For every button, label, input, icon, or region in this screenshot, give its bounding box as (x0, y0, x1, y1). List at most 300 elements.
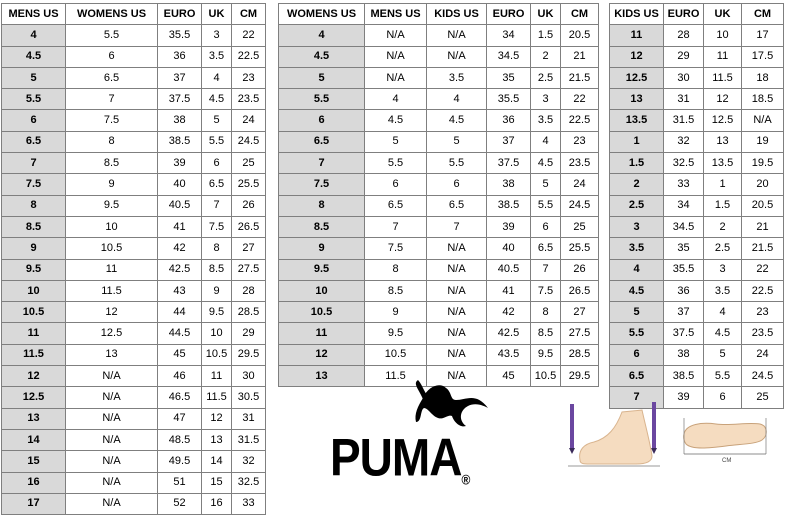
kids-header-row (610, 4, 784, 25)
womens-table-cell: 9 (279, 238, 365, 259)
kids-table-cell: 13.5 (704, 153, 742, 174)
table-row (2, 387, 266, 408)
womens-table-cell: 21 (561, 46, 599, 67)
mens-table-cell: 6.5 (66, 67, 158, 88)
womens-table-cell: 5 (531, 174, 561, 195)
womens-table-cell: 8.5 (531, 323, 561, 344)
mens-table-cell: 28.5 (232, 302, 266, 323)
mens-table-cell: 29.5 (232, 344, 266, 365)
womens-table-cell: 26.5 (561, 280, 599, 301)
kids-table-cell: 3.5 (610, 238, 664, 259)
womens-table-cell: 4 (279, 25, 365, 46)
kids-header-cell: CM (742, 4, 784, 25)
kids-table-cell: 4 (610, 259, 664, 280)
womens-table-cell: 24.5 (561, 195, 599, 216)
womens-table-cell: 40.5 (487, 259, 531, 280)
mens-table-cell: 31 (232, 408, 266, 429)
table-row (279, 89, 599, 110)
kids-table-cell: 2 (610, 174, 664, 195)
womens-header-row (279, 4, 599, 25)
kids-table-cell: 12 (704, 89, 742, 110)
womens-table-cell: 5.5 (279, 89, 365, 110)
womens-table-cell: 23 (561, 131, 599, 152)
table-row (279, 25, 599, 46)
kids-table-cell: 31 (664, 89, 704, 110)
mens-table-cell: 4 (2, 25, 66, 46)
mens-table-cell: 23 (232, 67, 266, 88)
mens-table-cell: 7.5 (66, 110, 158, 131)
womens-table-cell: N/A (427, 302, 487, 323)
mens-header-cell: WOMENS US (66, 4, 158, 25)
mens-table-cell: 13 (66, 344, 158, 365)
table-row (2, 67, 266, 88)
womens-table-cell: 21.5 (561, 67, 599, 88)
table-row (2, 25, 266, 46)
womens-table-cell: 20.5 (561, 25, 599, 46)
kids-table-cell: 7 (610, 387, 664, 408)
kids-table-cell: 35.5 (664, 259, 704, 280)
womens-table-cell: 22 (561, 89, 599, 110)
womens-table-cell: 4.5 (531, 153, 561, 174)
kids-table-cell: 6 (610, 344, 664, 365)
womens-table-cell: 9.5 (531, 344, 561, 365)
table-row (279, 216, 599, 237)
table-row (279, 153, 599, 174)
womens-table-cell: 5 (365, 131, 427, 152)
kids-table-cell: 18.5 (742, 89, 784, 110)
womens-table-cell: N/A (427, 366, 487, 387)
womens-table-cell: 37 (487, 131, 531, 152)
womens-table-cell: 26 (561, 259, 599, 280)
mens-table-cell: 15 (202, 472, 232, 493)
table-row (2, 46, 266, 67)
kids-table-cell: 4 (704, 302, 742, 323)
womens-table-cell: 7 (279, 153, 365, 174)
womens-size-table (278, 3, 599, 387)
womens-table-cell: 6.5 (531, 238, 561, 259)
womens-header-cell: KIDS US (427, 4, 487, 25)
kids-table-cell: 5 (610, 302, 664, 323)
mens-table-cell: 5.5 (202, 131, 232, 152)
womens-table-cell: 7 (531, 259, 561, 280)
table-row (2, 238, 266, 259)
table-row (2, 344, 266, 365)
mens-table-cell: 40 (158, 174, 202, 195)
kids-table-cell: 28 (664, 25, 704, 46)
table-row (610, 195, 784, 216)
mens-table-cell: 3.5 (202, 46, 232, 67)
mens-table-cell: 25 (232, 153, 266, 174)
mens-table-cell: 25.5 (232, 174, 266, 195)
kids-table-cell: 11.5 (704, 67, 742, 88)
womens-table-cell: 25 (561, 216, 599, 237)
mens-table-cell: 44.5 (158, 323, 202, 344)
mens-table-cell: 7 (2, 153, 66, 174)
womens-table-cell: 10 (279, 280, 365, 301)
womens-table-cell: 35 (487, 67, 531, 88)
mens-table-cell: 32 (232, 451, 266, 472)
mens-table-cell: 38 (158, 110, 202, 131)
kids-table-body (610, 25, 784, 408)
womens-header-cell: CM (561, 4, 599, 25)
mens-table-cell: 29 (232, 323, 266, 344)
table-row (279, 67, 599, 88)
womens-table-cell: 6.5 (427, 195, 487, 216)
mens-table-cell: N/A (66, 366, 158, 387)
womens-table-cell: 4.5 (279, 46, 365, 67)
kids-table-cell: 3 (704, 259, 742, 280)
mens-table-cell: 22.5 (232, 46, 266, 67)
mens-table-cell: 15 (2, 451, 66, 472)
womens-table-cell: 42.5 (487, 323, 531, 344)
kids-table-cell: 34 (664, 195, 704, 216)
womens-table-cell: 7.5 (279, 174, 365, 195)
kids-table-cell: 22 (742, 259, 784, 280)
kids-header-cell: EURO (664, 4, 704, 25)
mens-table-cell: 28 (232, 280, 266, 301)
mens-table-cell: 26.5 (232, 216, 266, 237)
kids-table-cell: 13 (610, 89, 664, 110)
womens-table-cell: 2.5 (531, 67, 561, 88)
womens-table-cell: N/A (427, 259, 487, 280)
table-row (610, 153, 784, 174)
womens-table-cell: 3.5 (427, 67, 487, 88)
table-row (610, 110, 784, 131)
mens-table-cell: 5.5 (2, 89, 66, 110)
mens-table-cell: 5 (2, 67, 66, 88)
kids-table-cell: 17.5 (742, 46, 784, 67)
mens-table-cell: 48.5 (158, 429, 202, 450)
womens-table-cell: 25.5 (561, 238, 599, 259)
kids-table-cell: 10 (704, 25, 742, 46)
kids-header-cell: UK (704, 4, 742, 25)
mens-table-cell: 9.5 (66, 195, 158, 216)
mens-table-cell: 12.5 (66, 323, 158, 344)
mens-table-cell: N/A (66, 451, 158, 472)
mens-table-cell: 16 (202, 493, 232, 514)
mens-table-cell: 9.5 (2, 259, 66, 280)
mens-table-cell: 17 (2, 493, 66, 514)
table-row (279, 280, 599, 301)
mens-table-cell: 6 (66, 46, 158, 67)
table-row (279, 238, 599, 259)
table-row (2, 429, 266, 450)
kids-table-cell: 12 (610, 46, 664, 67)
mens-table-cell: 7.5 (2, 174, 66, 195)
kids-table-cell: 29 (664, 46, 704, 67)
womens-table-cell: 11.5 (365, 366, 427, 387)
kids-table-cell: 39 (664, 387, 704, 408)
mens-table-cell: 10 (2, 280, 66, 301)
mens-table-cell: 10.5 (2, 302, 66, 323)
mens-table-cell: 42.5 (158, 259, 202, 280)
mens-table-cell: 27.5 (232, 259, 266, 280)
mens-table-cell: 35.5 (158, 25, 202, 46)
kids-table-cell: 22.5 (742, 280, 784, 301)
mens-table-body (2, 25, 266, 515)
table-row (610, 216, 784, 237)
womens-table-cell: N/A (365, 46, 427, 67)
kids-table-cell: 24.5 (742, 366, 784, 387)
kids-table-cell: 38 (664, 344, 704, 365)
mens-table-cell: N/A (66, 429, 158, 450)
mens-table-cell: 8 (66, 131, 158, 152)
kids-table-cell: 13 (704, 131, 742, 152)
womens-header-cell: MENS US (365, 4, 427, 25)
kids-table-cell: 33 (664, 174, 704, 195)
mens-table-cell: 7.5 (202, 216, 232, 237)
table-row (610, 131, 784, 152)
kids-table-cell: 20.5 (742, 195, 784, 216)
mens-table-cell: 47 (158, 408, 202, 429)
mens-size-table (1, 3, 266, 515)
kids-table-cell: 20 (742, 174, 784, 195)
table-row (610, 280, 784, 301)
womens-table-cell: N/A (427, 280, 487, 301)
mens-table-cell: 4 (202, 67, 232, 88)
mens-table-cell: 11 (2, 323, 66, 344)
kids-table-cell: 23.5 (742, 323, 784, 344)
womens-table-cell: 8.5 (279, 216, 365, 237)
kids-table-cell: 6 (704, 387, 742, 408)
mens-table-cell: 4.5 (2, 46, 66, 67)
womens-table-cell: N/A (365, 67, 427, 88)
womens-table-cell: 5 (279, 67, 365, 88)
mens-table-cell: 30.5 (232, 387, 266, 408)
mens-table-cell: 9 (2, 238, 66, 259)
mens-table-cell: 3 (202, 25, 232, 46)
table-row (610, 46, 784, 67)
foot-length-measure-icon (566, 398, 662, 470)
table-row (279, 131, 599, 152)
womens-table-cell: 7 (427, 216, 487, 237)
womens-table-cell: 40 (487, 238, 531, 259)
kids-table-cell: 31.5 (664, 110, 704, 131)
mens-table-cell: 38.5 (158, 131, 202, 152)
womens-table-cell: 41 (487, 280, 531, 301)
kids-table-cell: 1 (704, 174, 742, 195)
womens-table-cell: 5.5 (531, 195, 561, 216)
table-row (279, 344, 599, 365)
womens-table-cell: 42 (487, 302, 531, 323)
womens-table-cell: 22.5 (561, 110, 599, 131)
kids-table-cell: 24 (742, 344, 784, 365)
table-row (610, 174, 784, 195)
table-row (610, 25, 784, 46)
table-row (2, 302, 266, 323)
mens-table-cell: 9.5 (202, 302, 232, 323)
table-row (2, 280, 266, 301)
womens-table-cell: N/A (427, 25, 487, 46)
table-row (2, 216, 266, 237)
mens-table-cell: 9 (202, 280, 232, 301)
puma-wordmark: PUMA (330, 427, 462, 487)
kids-table-cell: 3.5 (704, 280, 742, 301)
mens-table-cell: 24 (232, 110, 266, 131)
kids-table-cell: 32.5 (664, 153, 704, 174)
table-row (2, 89, 266, 110)
mens-table-cell: 39 (158, 153, 202, 174)
mens-table-cell: N/A (66, 408, 158, 429)
kids-size-table (609, 3, 784, 409)
mens-table-cell: 41 (158, 216, 202, 237)
womens-table-cell: 10.5 (365, 344, 427, 365)
table-row (2, 493, 266, 514)
table-row (2, 174, 266, 195)
womens-table-cell: 1.5 (531, 25, 561, 46)
mens-table-cell: 9 (66, 174, 158, 195)
mens-table-cell: N/A (66, 387, 158, 408)
mens-table-cell: 46 (158, 366, 202, 387)
kids-table-cell: 23 (742, 302, 784, 323)
womens-table-cell: N/A (365, 25, 427, 46)
kids-table-cell: 37.5 (664, 323, 704, 344)
table-row (279, 110, 599, 131)
table-row (610, 323, 784, 344)
mens-table-cell: 7 (202, 195, 232, 216)
womens-table-cell: 24 (561, 174, 599, 195)
kids-table-cell: 13.5 (610, 110, 664, 131)
mens-table-cell: 14 (2, 429, 66, 450)
mens-table-cell: 11.5 (202, 387, 232, 408)
kids-table-cell: 5.5 (704, 366, 742, 387)
womens-table-cell: 6 (279, 110, 365, 131)
womens-table-cell: 13 (279, 366, 365, 387)
table-row (2, 323, 266, 344)
womens-table-cell: 34 (487, 25, 531, 46)
womens-header-cell: UK (531, 4, 561, 25)
kids-table-cell: 6.5 (610, 366, 664, 387)
measure-label: CM (722, 458, 732, 464)
mens-table-cell: 11.5 (2, 344, 66, 365)
kids-table-cell: N/A (742, 110, 784, 131)
womens-table-cell: 38 (487, 174, 531, 195)
mens-table-cell: 10.5 (202, 344, 232, 365)
womens-table-cell: 4.5 (427, 110, 487, 131)
mens-table-cell: 10 (66, 216, 158, 237)
table-row (610, 89, 784, 110)
womens-table-cell: 38.5 (487, 195, 531, 216)
mens-table-cell: 6 (2, 110, 66, 131)
kids-table-cell: 1 (610, 131, 664, 152)
mens-table-cell: 8.5 (202, 259, 232, 280)
womens-table-cell: 6 (531, 216, 561, 237)
mens-table-cell: 26 (232, 195, 266, 216)
table-row (279, 323, 599, 344)
table-row (279, 259, 599, 280)
womens-table-cell: N/A (427, 344, 487, 365)
womens-table-cell: 10.5 (279, 302, 365, 323)
mens-table-cell: 12 (202, 408, 232, 429)
mens-table-cell: 33 (232, 493, 266, 514)
mens-table-cell: 13 (2, 408, 66, 429)
mens-table-cell: 36 (158, 46, 202, 67)
mens-table-cell: 5 (202, 110, 232, 131)
kids-table-cell: 34.5 (664, 216, 704, 237)
kids-table-cell: 35 (664, 238, 704, 259)
womens-table-cell: 9.5 (279, 259, 365, 280)
table-row (279, 302, 599, 323)
table-row (2, 131, 266, 152)
womens-table-cell: 35.5 (487, 89, 531, 110)
kids-table-cell: 19.5 (742, 153, 784, 174)
mens-header-cell: UK (202, 4, 232, 25)
womens-table-cell: 4 (531, 131, 561, 152)
womens-header-cell: WOMENS US (279, 4, 365, 25)
womens-table-cell: 6.5 (279, 131, 365, 152)
womens-table-cell: 36 (487, 110, 531, 131)
mens-table-cell: 30 (232, 366, 266, 387)
womens-table-cell: 39 (487, 216, 531, 237)
table-row (2, 366, 266, 387)
mens-table-cell: 11 (66, 259, 158, 280)
womens-table-cell: 2 (531, 46, 561, 67)
womens-table-cell: 4.5 (365, 110, 427, 131)
table-row (2, 408, 266, 429)
womens-table-cell: 6.5 (365, 195, 427, 216)
mens-table-cell: 11 (202, 366, 232, 387)
mens-header-row (2, 4, 266, 25)
mens-table-cell: 46.5 (158, 387, 202, 408)
kids-header-cell: KIDS US (610, 4, 664, 25)
mens-table-cell: 6 (202, 153, 232, 174)
mens-table-cell: 43 (158, 280, 202, 301)
mens-table-cell: 52 (158, 493, 202, 514)
kids-table-cell: 30 (664, 67, 704, 88)
mens-table-cell: 37.5 (158, 89, 202, 110)
mens-table-cell: 4.5 (202, 89, 232, 110)
womens-table-cell: 3 (531, 89, 561, 110)
womens-table-cell: 4 (427, 89, 487, 110)
kids-table-cell: 18 (742, 67, 784, 88)
womens-table-cell: N/A (427, 46, 487, 67)
womens-table-cell: 6 (365, 174, 427, 195)
mens-header-cell: MENS US (2, 4, 66, 25)
womens-table-cell: 23.5 (561, 153, 599, 174)
table-row (279, 174, 599, 195)
womens-table-cell: 7 (365, 216, 427, 237)
womens-table-cell: 45 (487, 366, 531, 387)
mens-table-cell: 44 (158, 302, 202, 323)
mens-table-cell: 8.5 (2, 216, 66, 237)
kids-table-cell: 12.5 (704, 110, 742, 131)
womens-table-cell: 7.5 (531, 280, 561, 301)
kids-table-cell: 2.5 (610, 195, 664, 216)
kids-table-cell: 5.5 (610, 323, 664, 344)
mens-table-cell: 8.5 (66, 153, 158, 174)
kids-table-cell: 11 (704, 46, 742, 67)
womens-table-cell: 9.5 (365, 323, 427, 344)
mens-table-cell: 11.5 (66, 280, 158, 301)
kids-table-cell: 1.5 (610, 153, 664, 174)
kids-table-cell: 19 (742, 131, 784, 152)
table-row (2, 472, 266, 493)
mens-table-cell: 49.5 (158, 451, 202, 472)
womens-table-cell: 27 (561, 302, 599, 323)
kids-table-cell: 3 (610, 216, 664, 237)
table-row (610, 344, 784, 365)
table-row (2, 153, 266, 174)
mens-table-cell: 12 (66, 302, 158, 323)
mens-table-cell: N/A (66, 493, 158, 514)
kids-table-cell: 1.5 (704, 195, 742, 216)
kids-table-cell: 12.5 (610, 67, 664, 88)
mens-table-cell: 5.5 (66, 25, 158, 46)
kids-table-cell: 5 (704, 344, 742, 365)
table-row (610, 238, 784, 259)
foot-top-outline-icon (676, 414, 772, 466)
mens-header-cell: EURO (158, 4, 202, 25)
